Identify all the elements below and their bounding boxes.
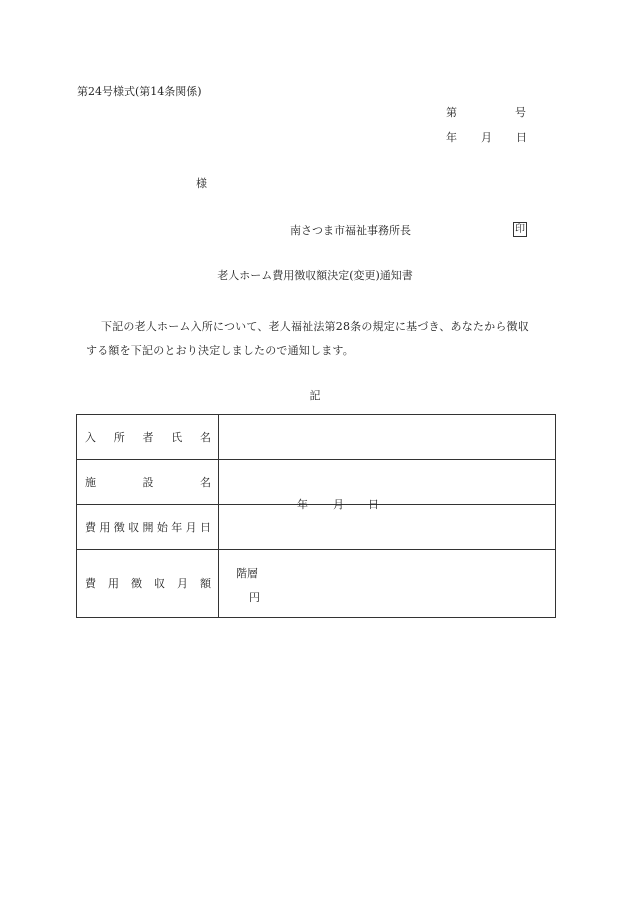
label-char: 名: [200, 430, 211, 444]
label-char: 年: [171, 520, 183, 534]
start-date-value[interactable]: [219, 498, 556, 550]
label-char: 名: [200, 475, 211, 489]
document-title: 老人ホーム費用徴収額決定(変更)通知書: [217, 269, 413, 282]
details-table: [76, 414, 556, 618]
table-row: [77, 550, 556, 618]
form-number: 第24号様式(第14条関係): [77, 85, 202, 98]
document-number-suffix: 号: [515, 106, 526, 119]
label-char: 入: [85, 430, 96, 444]
start-date-year: 年: [297, 498, 308, 511]
label-char: 額: [200, 577, 211, 590]
label-char: 施: [85, 475, 96, 489]
label-char: 日: [200, 520, 211, 534]
label-char: 費: [85, 577, 96, 590]
label-char: 徴: [131, 577, 142, 590]
label-char: 月: [185, 520, 197, 534]
document-number-prefix: 第: [446, 106, 457, 119]
table-row: [77, 415, 556, 460]
table-row: [77, 460, 556, 505]
resident-name-label: [77, 415, 219, 460]
facility-name-value[interactable]: [219, 460, 556, 505]
addressee-honorific: 様: [196, 177, 207, 190]
monthly-amount-label: [77, 550, 219, 618]
ki-heading: 記: [309, 389, 321, 402]
issue-date-day: 日: [516, 131, 527, 144]
body-text-line-2: する額を下記のとおり決定しましたので通知します。: [86, 344, 354, 357]
start-date-label: [77, 505, 219, 550]
label-char: 月: [177, 577, 188, 590]
yen-label: 円: [249, 591, 260, 604]
label-char: 者: [142, 430, 154, 444]
label-char: 所: [113, 430, 125, 444]
start-date-month: 月: [333, 498, 344, 511]
label-char: 始: [156, 520, 168, 534]
issuer-name: 南さつま市福祉事務所長: [290, 224, 411, 237]
label-char: 収: [128, 520, 140, 534]
body-text-line-1: 下記の老人ホーム入所について、老人福祉法第28条の規定に基づき、あなたから徴収: [101, 320, 529, 333]
label-char: 収: [154, 577, 165, 590]
label-char: 氏: [171, 430, 183, 444]
label-char: 設: [142, 475, 154, 489]
label-char: 徴: [113, 520, 125, 534]
table-row: [77, 505, 556, 550]
label-char: 費: [85, 520, 96, 534]
tier-label: 階層: [236, 567, 258, 580]
seal-mark: 印: [513, 222, 527, 237]
resident-name-value[interactable]: [219, 415, 556, 460]
facility-name-label: [77, 460, 219, 505]
issue-date-month: 月: [481, 131, 492, 144]
label-char: 用: [99, 520, 111, 534]
issue-date-year: 年: [446, 131, 457, 144]
label-char: 開: [142, 520, 154, 534]
monthly-amount-value[interactable]: [219, 550, 556, 618]
label-char: 用: [108, 577, 119, 590]
start-date-day: 日: [368, 498, 379, 511]
